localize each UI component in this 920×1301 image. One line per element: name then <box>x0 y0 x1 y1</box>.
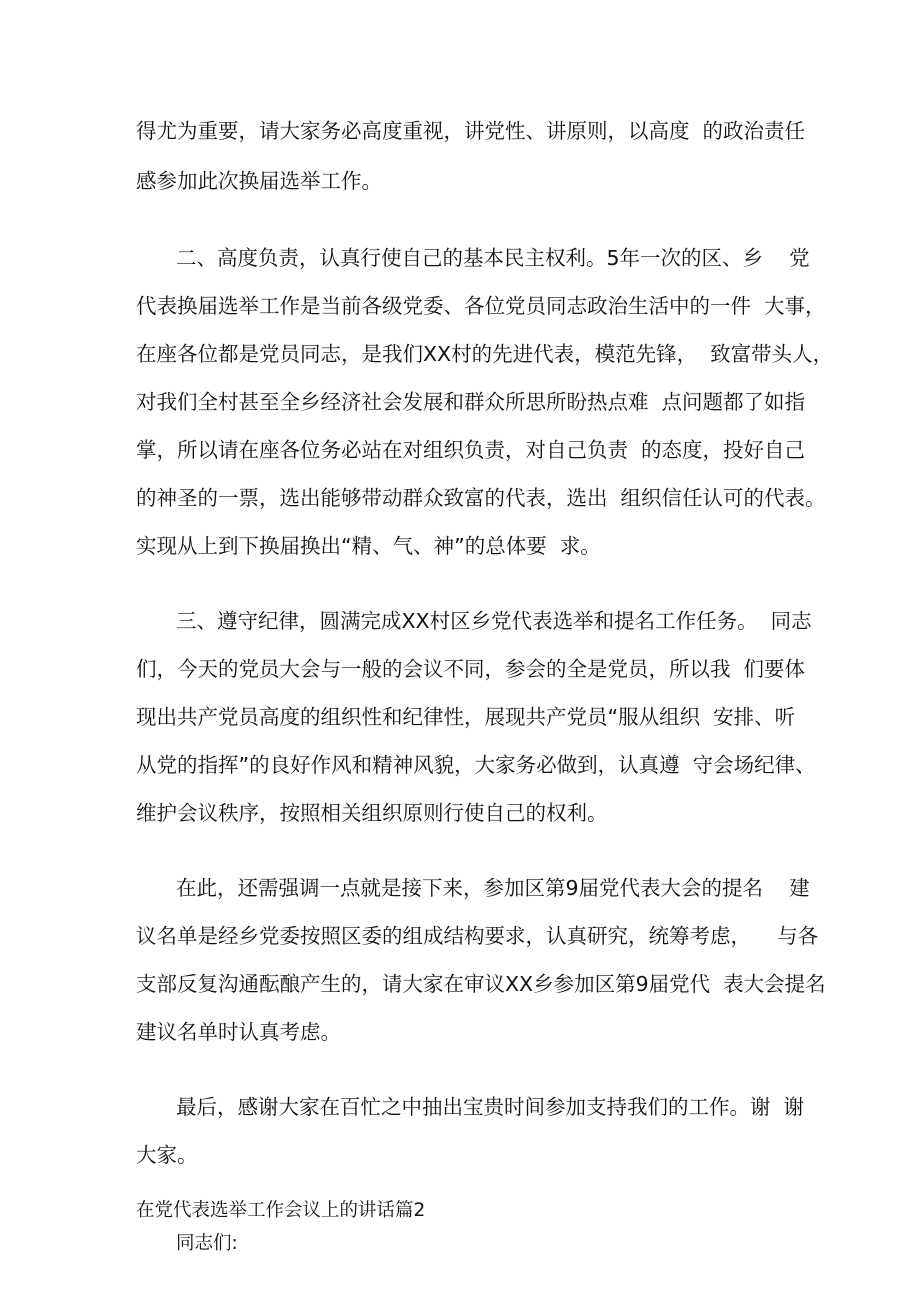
paragraph-3-line-1: 三、遵守纪律，圆满完成XX村区乡党代表选举和提名工作任务。 同志 <box>176 609 812 633</box>
paragraph-1-line-1: 得尤为重要，请大家务必高度重视，讲党性、讲原则，以高度 的政治责任 <box>136 119 806 143</box>
paragraph-2-line-2: 代表换届选举工作是当前各级党委、各位党员同志政治生活中的一件 大事， <box>136 294 826 318</box>
paragraph-2-line-4: 对我们全村甚至全乡经济社会发展和群众所思所盼热点难 点问题都了如指 <box>136 390 806 414</box>
paragraph-3-line-2: 们，今天的党员大会与一般的会议不同，参会的全是党员，所以我 们要体 <box>136 657 806 681</box>
paragraph-3-line-3: 现出共产党员高度的组织性和纪律性，展现共产党员“服从组织 安排、听 <box>136 705 796 729</box>
paragraph-2-line-3: 在座各位都是党员同志，是我们XX村的先进代表，模范先锋， 致富带头人， <box>136 342 834 366</box>
paragraph-3-line-4: 从党的指挥”的良好作风和精神风貌，大家务必做到，认真遵 守会场纪律、 <box>136 753 816 777</box>
paragraph-2-line-7: 实现从上到下换届换出“精、气、神”的总体要 求。 <box>136 534 601 558</box>
paragraph-2-line-6: 的神圣的一票，选出能够带动群众致富的代表，选出 组织信任认可的代表。 <box>136 486 826 510</box>
paragraph-2-line-5: 掌，所以请在座各位务必站在对组织负责，对自己负责 的态度，投好自己 <box>136 438 806 462</box>
paragraph-4-line-3: 支部反复沟通酝酿产生的，请大家在审议XX乡参加区第9届党代 表大会提名 <box>136 972 826 996</box>
salutation: 同志们: <box>176 1233 238 1254</box>
paragraph-4-line-1: 在此，还需强调一点就是接下来，参加区第9届党代表大会的提名 建 <box>176 876 810 900</box>
paragraph-4-line-4: 建议名单时认真考虑。 <box>136 1020 341 1044</box>
paragraph-3-line-5: 维护会议秩序，按照相关组织原则行使自己的权利。 <box>136 801 608 825</box>
paragraph-5-line-1: 最后，感谢大家在百忙之中抽出宝贵时间参加支持我们的工作。谢 谢 <box>176 1095 805 1119</box>
paragraph-1-line-2: 感参加此次换届选举工作。 <box>136 169 382 193</box>
paragraph-4-line-2: 议名单是经乡党委按照区委的组成结构要求，认真研究，统筹考虑， 与各 <box>136 924 819 948</box>
paragraph-2-line-1: 二、高度负责，认真行使自己的基本民主权利。5年一次的区、乡 党 <box>176 246 810 270</box>
paragraph-5-line-2: 大家。 <box>136 1143 198 1167</box>
section-heading: 在党代表选举工作会议上的讲话篇2 <box>136 1200 426 1221</box>
